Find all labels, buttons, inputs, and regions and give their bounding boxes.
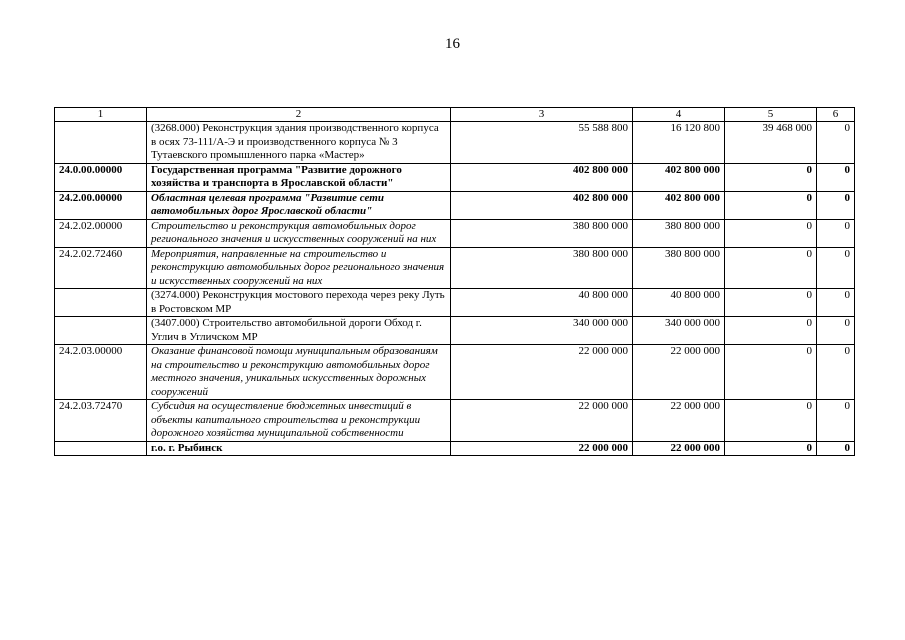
row-name: г.о. г. Рыбинск [147,441,451,456]
row-name: (3407.000) Строительство автомобильной дороги Обход г. Углич в Угличском МР [147,317,451,345]
row-value-col6: 0 [817,317,855,345]
row-value-col3: 22 000 000 [451,345,633,400]
table-row [55,317,855,345]
row-value-col4: 40 800 000 [633,289,725,317]
column-header: 6 [817,108,855,122]
row-value-col3: 402 800 000 [451,191,633,219]
row-value-col6: 0 [817,400,855,442]
row-value-col4: 402 800 000 [633,191,725,219]
row-name: Строительство и реконструкция автомобильных дорог регионального значения и искусственных сооружений на них [147,219,451,247]
column-header: 3 [451,108,633,122]
row-value-col5: 39 468 000 [725,122,817,164]
row-value-col5: 0 [725,191,817,219]
header-row [55,108,855,122]
budget-table [54,107,855,456]
row-name: Мероприятия, направленные на строительство и реконструкцию автомобильных дорог регионального значения и искусственных сооружений на них [147,247,451,289]
table-row [55,345,855,400]
row-code: 24.2.00.00000 [55,191,147,219]
table-row [55,441,855,456]
row-value-col4: 380 800 000 [633,219,725,247]
row-name: Субсидия на осуществление бюджетных инвестиций в объекты капитального строительства и реконструкции дорожного хозяйства муниципальной собственности [147,400,451,442]
row-value-col3: 380 800 000 [451,247,633,289]
row-value-col3: 22 000 000 [451,441,633,456]
row-value-col6: 0 [817,219,855,247]
row-value-col6: 0 [817,247,855,289]
column-header: 4 [633,108,725,122]
row-code: 24.2.03.72470 [55,400,147,442]
row-code [55,122,147,164]
column-header: 1 [55,108,147,122]
row-value-col5: 0 [725,345,817,400]
table-row [55,247,855,289]
row-value-col3: 40 800 000 [451,289,633,317]
row-value-col4: 22 000 000 [633,441,725,456]
table-row [55,400,855,442]
row-value-col6: 0 [817,441,855,456]
row-code: 24.2.03.00000 [55,345,147,400]
column-header: 2 [147,108,451,122]
row-value-col5: 0 [725,400,817,442]
row-code: 24.2.02.72460 [55,247,147,289]
table-row [55,219,855,247]
row-value-col6: 0 [817,289,855,317]
row-value-col3: 55 588 800 [451,122,633,164]
row-code [55,441,147,456]
row-name: Государственная программа "Развитие дорожного хозяйства и транспорта в Ярославской области" [147,163,451,191]
table-row [55,122,855,164]
table-row [55,289,855,317]
row-value-col3: 22 000 000 [451,400,633,442]
row-code [55,317,147,345]
row-value-col6: 0 [817,191,855,219]
row-value-col4: 340 000 000 [633,317,725,345]
row-value-col5: 0 [725,289,817,317]
row-value-col4: 402 800 000 [633,163,725,191]
table-row [55,163,855,191]
row-value-col5: 0 [725,317,817,345]
row-name: (3274.000) Реконструкция мостового перехода через реку Луть в Ростовском МР [147,289,451,317]
row-value-col4: 380 800 000 [633,247,725,289]
row-value-col6: 0 [817,163,855,191]
row-value-col3: 402 800 000 [451,163,633,191]
column-header: 5 [725,108,817,122]
row-name: (3268.000) Реконструкция здания производственного корпуса в осях 73-111/А-Э и производственного корпуса № 3 Тутаевского промышленного парка «Мастер» [147,122,451,164]
row-value-col6: 0 [817,122,855,164]
row-value-col6: 0 [817,345,855,400]
row-value-col5: 0 [725,247,817,289]
page-number: 16 [445,36,460,52]
row-value-col5: 0 [725,219,817,247]
row-value-col5: 0 [725,163,817,191]
row-name: Областная целевая программа "Развитие сети автомобильных дорог Ярославской области" [147,191,451,219]
row-value-col5: 0 [725,441,817,456]
table-row [55,191,855,219]
row-value-col3: 380 800 000 [451,219,633,247]
row-code [55,289,147,317]
row-value-col4: 22 000 000 [633,345,725,400]
row-value-col3: 340 000 000 [451,317,633,345]
row-name: Оказание финансовой помощи муниципальным образованиям на строительство и реконструкцию автомобильных дорог местного значения, уникальных искусственных дорожных сооружений [147,345,451,400]
row-value-col4: 16 120 800 [633,122,725,164]
row-code: 24.2.02.00000 [55,219,147,247]
row-value-col4: 22 000 000 [633,400,725,442]
row-code: 24.0.00.00000 [55,163,147,191]
